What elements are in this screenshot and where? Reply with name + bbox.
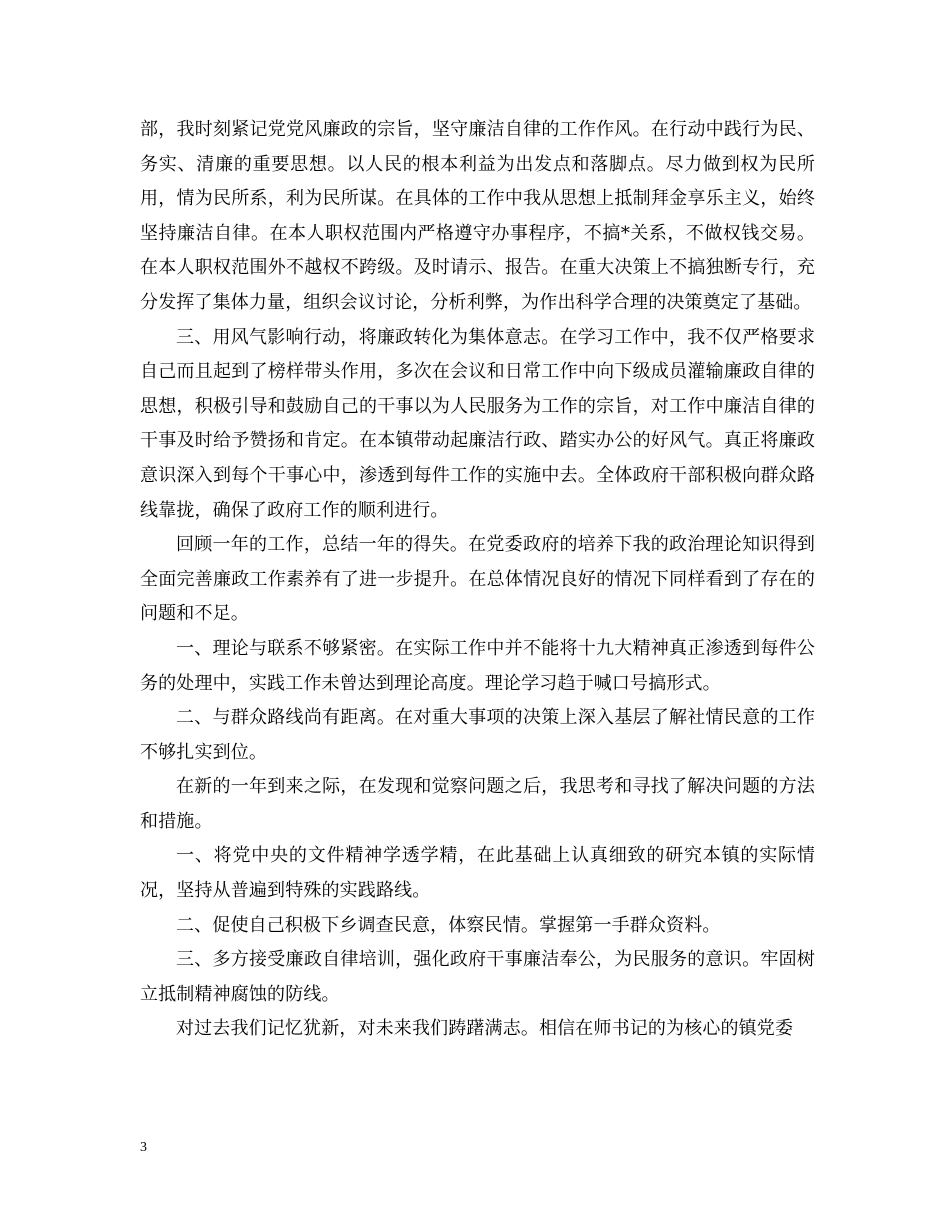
paragraph-measure-one: 一、将党中央的文件精神学透学精，在此基础上认真细致的研究本镇的实际情况，坚持从普遍到特殊的实践路线。 [140,845,815,902]
paragraph-problem-one: 一、理论与联系不够紧密。在实际工作中并不能将十九大精神真正渗透到每件公务的处理中，实践工作未曾达到理论高度。理论学习趋于喊口号搞形式。 [140,637,815,694]
paragraph-point-three: 三、用风气影响行动，将廉政转化为集体意志。在学习工作中，我不仅严格要求自己而且起到了榜样带头作用，多次在会议和日常工作中向下级成员灌输廉政自律的思想，积极引导和鼓励自己的干事以为人民服务为工作的宗旨，对工作中廉洁自律的干事及时给予赞扬和肯定。在本镇带动起廉洁行政、踏实办公的好风气。真正将廉政意识深入到每个干事心中，渗透到每件工作的实施中去。全体政府干部积极向群众路线靠拢，确保了政府工作的顺利进行。 [140,326,815,521]
page-number: 3 [140,1140,147,1155]
paragraph-new-year: 在新的一年到来之际，在发现和觉察问题之后，我思考和寻找了解决问题的方法和措施。 [140,776,815,832]
paragraph-closing: 对过去我们记忆犹新，对未来我们踌躇满志。相信在师书记的为核心的镇党委 [176,1018,794,1040]
body-text [140,113,815,1047]
paragraph-review: 回顾一年的工作，总结一年的得失。在党委政府的培养下我的政治理论知识得到全面完善廉政工作素养有了进一步提升。在总体情况良好的情况下同样看到了存在的问题和不足。 [140,534,815,625]
paragraph-measure-two: 二、促使自己积极下乡调查民意，体察民情。掌握第一手群众资料。 [176,914,721,936]
paragraph-measure-three: 三、多方接受廉政自律培训，强化政府干事廉洁奉公，为民服务的意识。牢固树立抵制精神腐蚀的防线。 [140,949,815,1005]
paragraph-continued: 部，我时刻紧记党党风廉政的宗旨，坚守廉洁自律的工作作风。在行动中践行为民、务实、清廉的重要思想。以人民的根本利益为出发点和落脚点。尽力做到权为民所用，情为民所系，利为民所谋。在具体的工作中我从思想上抵制拜金享乐主义，始终坚持廉洁自律。在本人职权范围内严格遵守办事程序，不搞*关系，不做权钱交易。在本人职权范围外不越权不跨级。及时请示、报告。在重大决策上不搞独断专行，充分发挥了集体力量，组织会议讨论，分析利弊，为作出科学合理的决策奠定了基础。 [140,119,815,313]
paragraph-problem-two: 二、与群众路线尚有距离。在对重大事项的决策上深入基层了解社情民意的工作不够扎实到位。 [140,707,815,763]
